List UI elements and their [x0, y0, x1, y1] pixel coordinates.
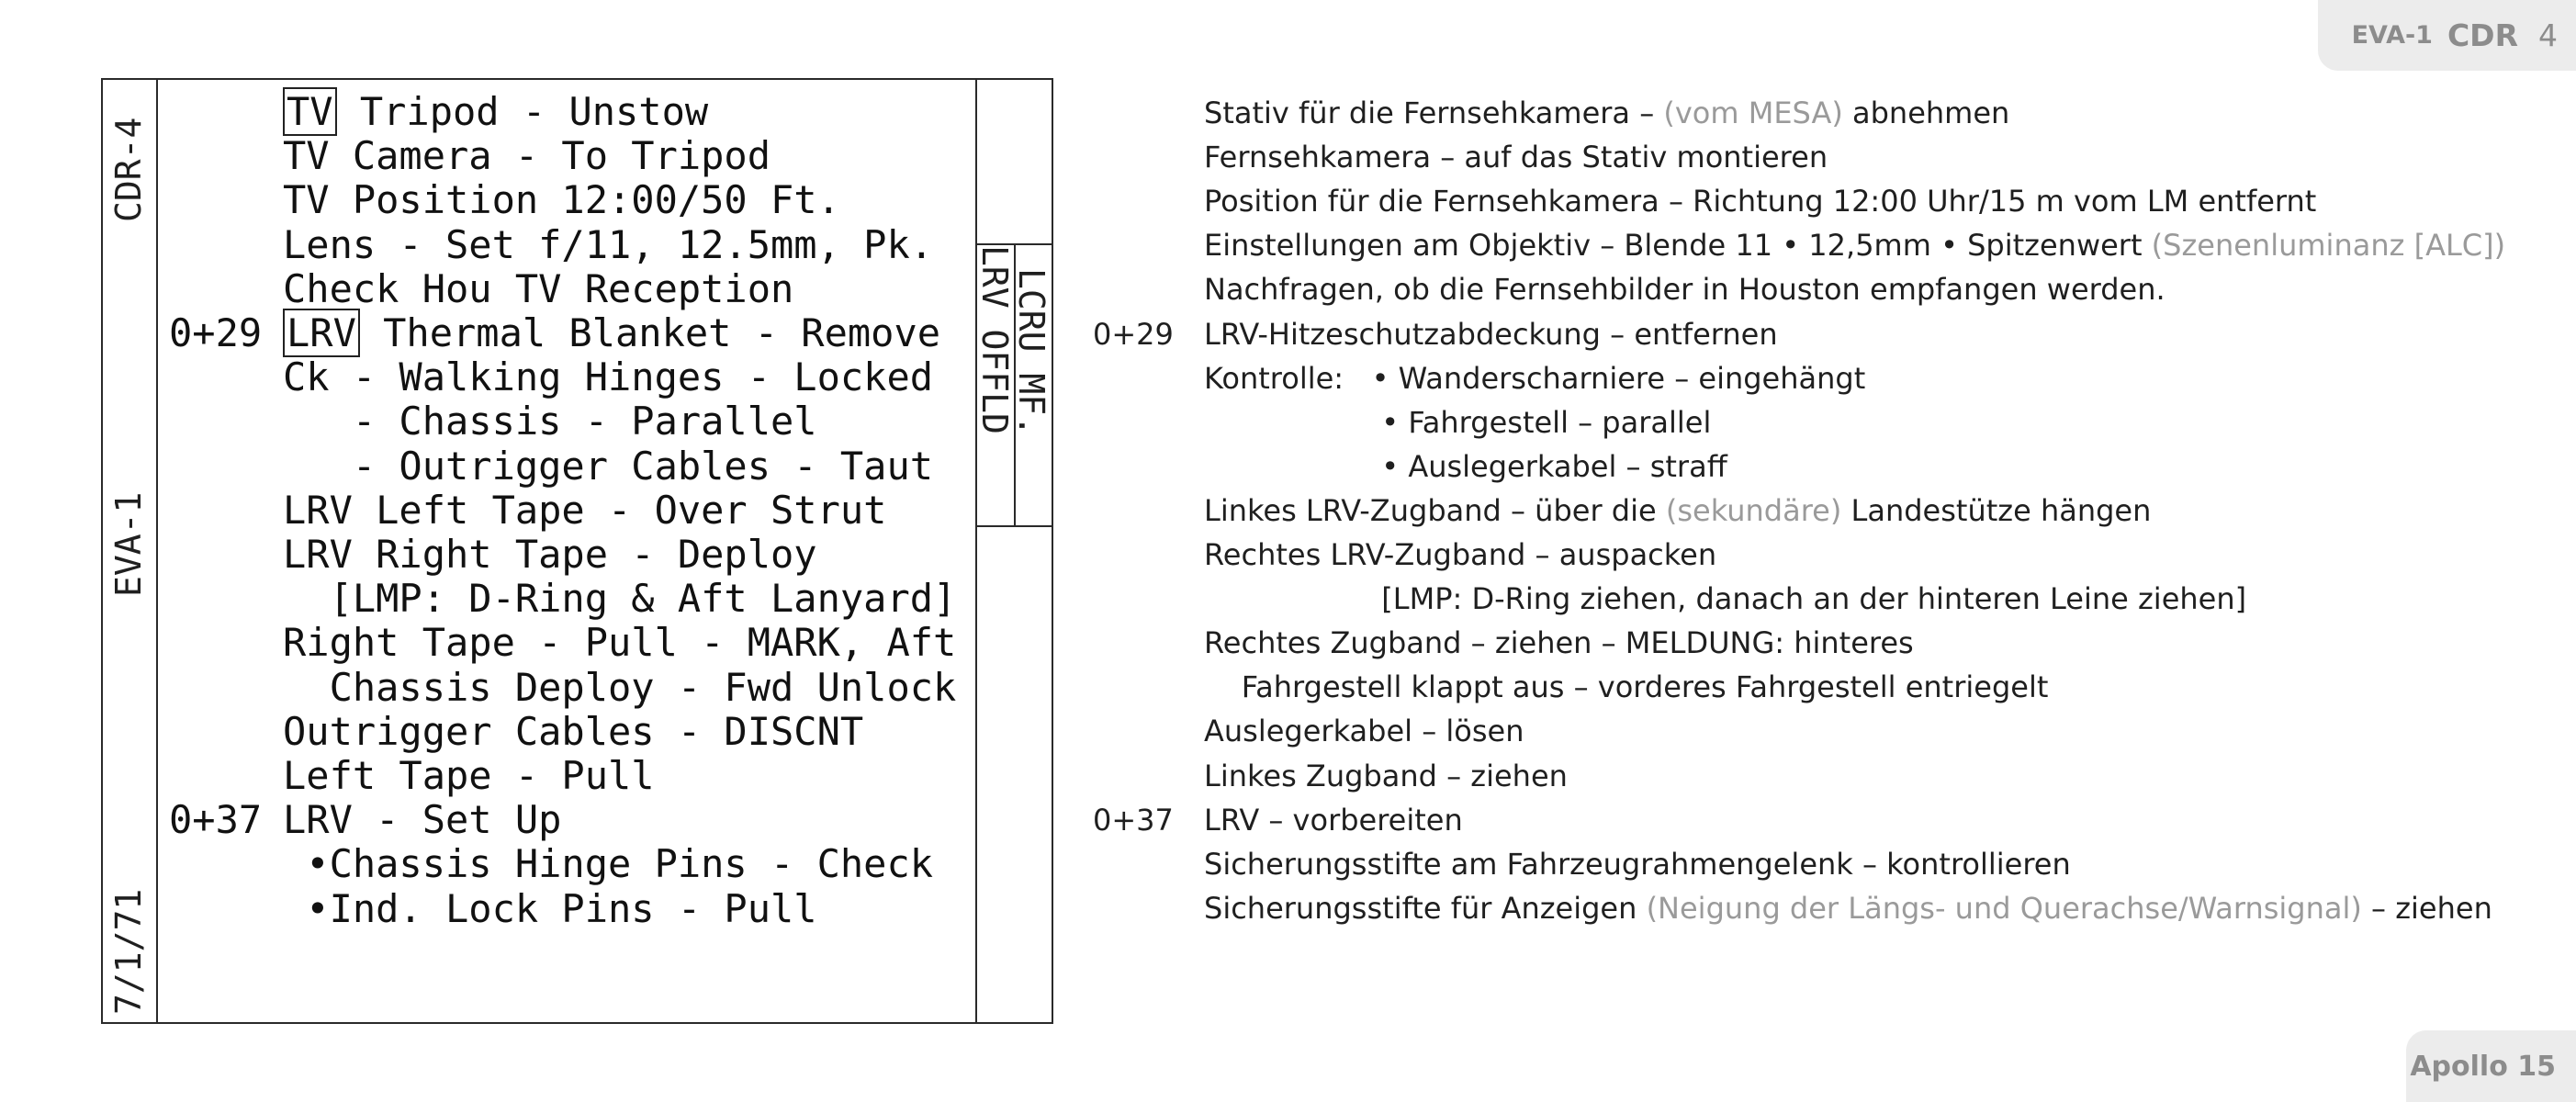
header-role: CDR — [2447, 17, 2518, 53]
translation-line — [1204, 802, 1463, 838]
translation-line — [1204, 713, 1524, 749]
checklist-line — [283, 399, 817, 444]
side-label-eva: EVA-1 — [108, 491, 149, 597]
checklist-line — [283, 489, 886, 533]
checklist-text: Ck - Walking Hinges - Locked — [283, 354, 934, 400]
checklist-line — [283, 533, 817, 577]
page-footer-tab — [2406, 1030, 2576, 1102]
translation-line — [1204, 669, 2048, 705]
checklist-time: 0+29 — [169, 310, 263, 355]
checklist-text: TV Position 12:00/50 Ft. — [283, 177, 840, 223]
translation-line — [1204, 404, 1711, 441]
checklist-line — [283, 666, 956, 710]
translation-note: (Neigung der Längs- und Querachse/Warnsignal) — [1646, 890, 2362, 926]
translation-line — [1204, 227, 2505, 264]
translation-note: (vom MESA) — [1663, 96, 1843, 130]
translation-text: abnehmen — [1842, 96, 2010, 130]
translation-line — [1204, 890, 2492, 927]
checklist-line — [283, 267, 793, 311]
translation-text: [LMP: D-Ring ziehen, danach an der hinteren Leine ziehen] — [1204, 581, 2247, 617]
translation-text: Linkes LRV-Zugband – über die — [1204, 492, 1666, 528]
checklist-text: Check Hou TV Reception — [283, 265, 794, 311]
checklist-text: Left Tape - Pull — [283, 753, 655, 798]
translation-text: • Auslegerkabel – straff — [1204, 448, 1727, 484]
checklist-line — [283, 355, 933, 399]
translation-text: Rechtes Zugband – ziehen – MELDUNG: hinteres — [1204, 625, 1914, 661]
side-label-cdr: CDR-4 — [108, 117, 149, 222]
translation-line — [1204, 758, 1568, 794]
checklist-text: Chassis Deploy - Fwd Unlock — [283, 664, 957, 710]
side-label-lrv-offld: LRV OFFLD — [974, 245, 1015, 434]
checklist-text: - Chassis - Parallel — [283, 399, 817, 444]
translation-text: Kontrolle: • Wanderscharniere – eingehängt — [1204, 360, 1866, 396]
checklist-line — [283, 887, 817, 931]
side-label-date: 7/1/71 — [108, 888, 149, 1015]
checklist-text: Outrigger Cables - DISCNT — [283, 708, 864, 754]
translation-line — [1204, 360, 1865, 397]
translation-time: 0+37 — [1093, 802, 1174, 838]
checklist-line — [283, 90, 708, 134]
translation-line — [1204, 492, 2151, 529]
translation-time: 0+29 — [1093, 316, 1174, 352]
page-header-tab — [2318, 0, 2576, 71]
checklist-text: •Ind. Lock Pins - Pull — [283, 885, 817, 931]
checklist-line — [283, 311, 940, 355]
checklist-line — [283, 754, 655, 798]
checklist-line — [283, 798, 561, 842]
translation-text: Nachfragen, ob die Fernsehbilder in Houston empfangen werden. — [1204, 272, 2165, 308]
translation-text: Linkes Zugband – ziehen — [1204, 758, 1568, 793]
checklist-line — [283, 842, 933, 886]
checklist-text: LRV - Set Up — [283, 797, 562, 843]
translation-line — [1204, 95, 2009, 131]
translation-line — [1204, 536, 1716, 573]
translation-line — [1204, 316, 1778, 353]
translation-text: Sicherungsstifte für Anzeigen — [1204, 890, 1647, 926]
translation-text: Position für die Fernsehkamera – Richtung 12:00 Uhr/15 m vom LM entfernt — [1204, 184, 2317, 219]
translation-line — [1204, 624, 1914, 661]
checklist-text: - Outrigger Cables - Taut — [283, 443, 934, 489]
card-left-divider — [156, 80, 158, 1022]
translation-text: Einstellungen am Objektiv – Blende 11 • 12,5mm • Spitzenwert — [1204, 228, 2152, 264]
checklist-card — [101, 78, 1053, 1024]
checklist-line — [283, 577, 956, 621]
translation-text: • Fahrgestell – parallel — [1204, 404, 1712, 440]
translation-line — [1204, 580, 2246, 617]
header-mission: EVA-1 — [2351, 21, 2433, 50]
translation-text: Fernsehkamera – auf das Stativ montieren — [1204, 140, 1828, 175]
checklist-line — [283, 178, 840, 222]
translation-text: Rechtes LRV-Zugband – auspacken — [1204, 537, 1717, 572]
checklist-text: Tripod - Unstow — [336, 89, 709, 134]
header-page-number: 4 — [2538, 17, 2558, 53]
translation-line — [1204, 271, 2165, 308]
checklist-text: LRV Right Tape - Deploy — [283, 532, 817, 577]
checklist-line — [283, 444, 933, 489]
checklist-tag: TV — [283, 87, 337, 136]
checklist-line — [283, 710, 863, 754]
side-label-lcru: LCRU MF. — [1011, 268, 1052, 437]
translation-line — [1204, 139, 1828, 175]
translation-text: Sicherungsstifte am Fahrzeugrahmengelenk – kontrollieren — [1204, 846, 2071, 882]
footer-label: Apollo 15 — [2410, 1050, 2556, 1083]
translation-text: – ziehen — [2361, 890, 2492, 926]
translation-text: LRV – vorbereiten — [1204, 802, 1463, 838]
checklist-line — [283, 223, 933, 267]
checklist-text: Lens - Set f/11, 12.5mm, Pk. — [283, 221, 934, 267]
translation-text: Fahrgestell klappt aus – vorderes Fahrgestell entriegelt — [1204, 669, 2049, 705]
checklist-text: •Chassis Hinge Pins - Check — [283, 841, 934, 887]
translation-line — [1204, 183, 2316, 219]
checklist-line — [283, 621, 956, 665]
checklist-tag: LRV — [283, 309, 360, 357]
checklist-line — [283, 134, 771, 178]
translation-text: Landestütze hängen — [1841, 492, 2152, 528]
checklist-text: Right Tape - Pull - MARK, Aft — [283, 620, 957, 666]
translation-text: Auslegerkabel – lösen — [1204, 714, 1524, 749]
translation-line — [1204, 846, 2071, 883]
translation-text: Stativ für die Fernsehkamera – — [1204, 96, 1664, 130]
checklist-text: TV Camera - To Tripod — [283, 133, 771, 179]
translation-note: (Szenenluminanz [ALC]) — [2151, 228, 2506, 264]
checklist-text: Thermal Blanket - Remove — [359, 310, 941, 355]
translation-note: (sekundäre) — [1665, 492, 1842, 528]
translation-line — [1204, 448, 1727, 485]
translation-text: LRV-Hitzeschutzabdeckung – entfernen — [1204, 316, 1778, 352]
checklist-text: LRV Left Tape - Over Strut — [283, 487, 887, 533]
checklist-time: 0+37 — [169, 797, 263, 843]
checklist-text: [LMP: D-Ring & Aft Lanyard] — [283, 576, 957, 622]
